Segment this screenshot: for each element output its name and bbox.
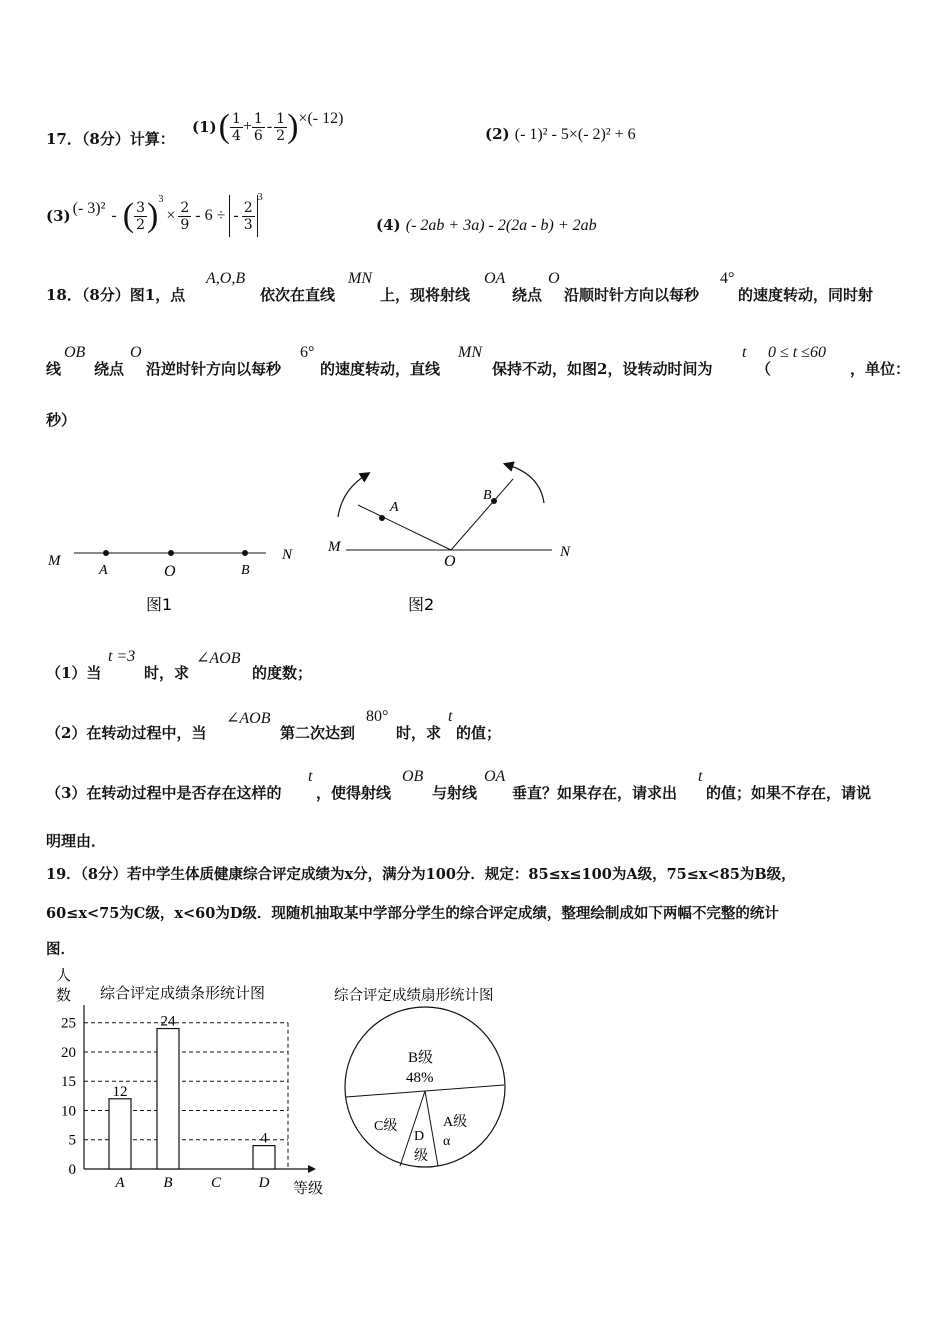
- bar-chart-title: 综合评定成绩条形统计图: [100, 984, 266, 1002]
- abs-bar-icon: [229, 195, 230, 237]
- point-a: [379, 515, 385, 521]
- bar-value-label: 4: [260, 1130, 268, 1147]
- pie-chart-title: 综合评定成绩扇形统计图: [334, 988, 494, 1004]
- label-o: O: [164, 563, 176, 580]
- x-axis-label: 等级: [293, 1179, 324, 1197]
- text: 沿顺时针方向以每秒: [564, 286, 700, 304]
- y-tick-label: 0: [68, 1162, 76, 1178]
- math: O: [548, 270, 560, 287]
- point-b: [491, 498, 497, 504]
- text: 的值；: [456, 724, 502, 742]
- math: OB: [64, 344, 86, 361]
- q17-part2-label: (2): [485, 125, 510, 143]
- q17-part3-label: (3): [46, 207, 71, 225]
- x-tick-label: C: [210, 1175, 222, 1191]
- fraction: $\frac{3}{2}$: [136, 199, 145, 233]
- x-tick-label: B: [163, 1175, 173, 1191]
- math: t: [698, 768, 703, 785]
- x-axis-arrow-icon: [308, 1165, 316, 1173]
- bar-chart: [40, 965, 340, 1205]
- x-tick-label: D: [258, 1175, 270, 1191]
- math: MN: [348, 270, 372, 287]
- q19-line3: 图．: [46, 941, 75, 958]
- slice-b-label: B级: [408, 1050, 434, 1066]
- label-b: B: [483, 488, 492, 503]
- paren-left-icon: (: [218, 108, 230, 145]
- text: ，使得射线: [316, 784, 392, 802]
- fraction: $\frac{2}{3}$: [243, 199, 253, 233]
- fraction: $\frac{1}{4}$: [231, 110, 241, 144]
- bar-value-label: 24: [160, 1013, 176, 1030]
- math: A,O,B: [206, 270, 246, 287]
- slice-d-label-line-1: D: [414, 1129, 425, 1144]
- point-a: [103, 550, 109, 556]
- text: 保持不动，如图2，设转动时间为: [492, 360, 713, 378]
- fraction: $\frac{2}{9}$: [180, 199, 190, 233]
- point-b: [242, 550, 248, 556]
- text: （1）当: [46, 664, 102, 682]
- math: OA: [484, 768, 506, 785]
- paren-right-icon: ): [147, 197, 159, 234]
- q18-line3: 秒）: [46, 411, 77, 429]
- minus-sign: -: [233, 207, 239, 224]
- q19-line2: 60≤x<75为C级，x<60为D级．现随机抽取某中学部分学生的综合评定成绩，整理绘制成如下两幅不完整的统计: [46, 905, 779, 922]
- math: t: [308, 768, 313, 785]
- clockwise-arrow-icon: [338, 475, 366, 517]
- math: 0 ≤ t ≤60: [768, 344, 827, 361]
- paren-left-icon: (: [122, 197, 135, 234]
- q17-part2-expr: (- 1)² - 5×(- 2)² + 6: [514, 126, 636, 143]
- text: 的速度转动，直线: [320, 360, 441, 378]
- slice-c-label: C级: [374, 1119, 398, 1134]
- x-tick-label: A: [115, 1175, 125, 1191]
- y-tick-label: 15: [61, 1074, 76, 1091]
- q17-part1-tail: ×(- 12): [298, 110, 344, 127]
- q17-part1-label: (1): [192, 118, 217, 136]
- paren-right-icon: ): [287, 108, 299, 145]
- q17-part4-expr: (- 2ab + 3a) - 2(2a - b) + 2ab: [405, 217, 597, 234]
- text: 与射线: [432, 784, 478, 802]
- figure-2-caption: 图2: [408, 595, 435, 614]
- math: t =3: [108, 648, 136, 665]
- text: 第二次达到: [280, 724, 356, 742]
- y-tick-label: 10: [61, 1103, 76, 1120]
- bar-value-label: 12: [112, 1083, 128, 1100]
- math: ∠AOB: [196, 650, 241, 667]
- figure-1: [40, 535, 310, 625]
- text: （2）在转动过程中，当: [46, 724, 207, 742]
- math: O: [130, 344, 142, 361]
- q17-part3: [46, 190, 263, 242]
- label-n: N: [282, 547, 293, 563]
- label-b: B: [241, 563, 250, 578]
- q17-heading: 17．（8分）计算：: [46, 130, 175, 148]
- q19-line1: 19．（8分）若中学生体质健康综合评定成绩为x分，满分为100分．规定：85≤x≤100为A级，75≤x<85为B级，: [46, 866, 796, 883]
- text: 线: [46, 360, 62, 378]
- slice-d-label-line-2: 级: [414, 1149, 428, 1164]
- text: 的速度转动，同时射: [738, 286, 874, 304]
- text: 时，求: [144, 664, 190, 682]
- exponent: 3: [257, 192, 263, 203]
- text: 沿逆时针方向以每秒: [146, 360, 282, 378]
- y-tick-label: 5: [68, 1132, 76, 1149]
- text: 18．（8分）图1，点: [46, 286, 186, 304]
- fraction: $\frac{1}{2}$: [276, 110, 286, 144]
- text: 绕点: [512, 286, 543, 304]
- math: OA: [484, 270, 506, 287]
- y-axis-label-char-2: 数: [56, 986, 72, 1004]
- minus-sign: -: [111, 207, 117, 224]
- math: t: [448, 708, 453, 725]
- fraction: $\frac{1}{6}$: [253, 110, 263, 144]
- label-m: M: [48, 553, 61, 569]
- term: - 6 ÷: [195, 207, 226, 224]
- math: OB: [402, 768, 424, 785]
- math: 4°: [720, 270, 735, 287]
- math: 6°: [300, 344, 315, 361]
- text: 垂直？如果存在，请求出: [512, 784, 678, 802]
- counterclockwise-arrow-icon: [508, 465, 544, 503]
- math: t: [742, 344, 747, 361]
- math: 80°: [366, 708, 389, 725]
- times-sign: ×: [166, 207, 176, 224]
- figure-2: [320, 455, 590, 625]
- slice-a-label: A级: [443, 1115, 468, 1130]
- bar-b: [157, 1029, 179, 1169]
- label-a: A: [390, 500, 399, 515]
- text: 绕点: [94, 360, 125, 378]
- label-o: O: [444, 553, 456, 570]
- plus-sign: +: [242, 118, 252, 135]
- slice-b-percent: 48%: [406, 1070, 434, 1086]
- exponent: 3: [158, 194, 164, 205]
- text: 时，求: [396, 724, 442, 742]
- slice-a-alpha: α: [443, 1134, 451, 1149]
- text: （3）在转动过程中是否存在这样的: [46, 784, 282, 802]
- label-n: N: [560, 544, 571, 560]
- ray-oa: [358, 505, 451, 550]
- q18-sub3-end: 明理由．: [46, 832, 107, 850]
- text: 的值；如果不存在，请说: [706, 784, 872, 802]
- q17-part1: [192, 104, 343, 150]
- q17-part4: [376, 215, 597, 235]
- minus-sign: -: [266, 118, 273, 135]
- text: ，单位：: [850, 360, 911, 378]
- ray-ob: [451, 479, 513, 550]
- text: 依次在直线: [260, 286, 336, 304]
- label-a: A: [99, 563, 108, 578]
- text: 的度数；: [252, 664, 313, 682]
- y-axis-label-char-1: 人: [56, 966, 72, 984]
- q17-part4-label: (4): [376, 216, 401, 234]
- y-tick-label: 20: [61, 1044, 76, 1061]
- math: ∠AOB: [226, 710, 271, 727]
- bar-a: [109, 1099, 131, 1169]
- math: MN: [458, 344, 482, 361]
- y-tick-label: 25: [61, 1015, 76, 1032]
- text: 上，现将射线: [380, 286, 471, 304]
- q17-part2: [485, 124, 636, 144]
- text: （: [756, 360, 772, 378]
- bar-d: [253, 1146, 275, 1169]
- pie-chart: [330, 980, 530, 1180]
- figure-1-caption: 图1: [146, 595, 173, 614]
- point-o: [168, 550, 174, 556]
- label-m: M: [328, 539, 341, 555]
- term: (- 3)²: [72, 200, 106, 217]
